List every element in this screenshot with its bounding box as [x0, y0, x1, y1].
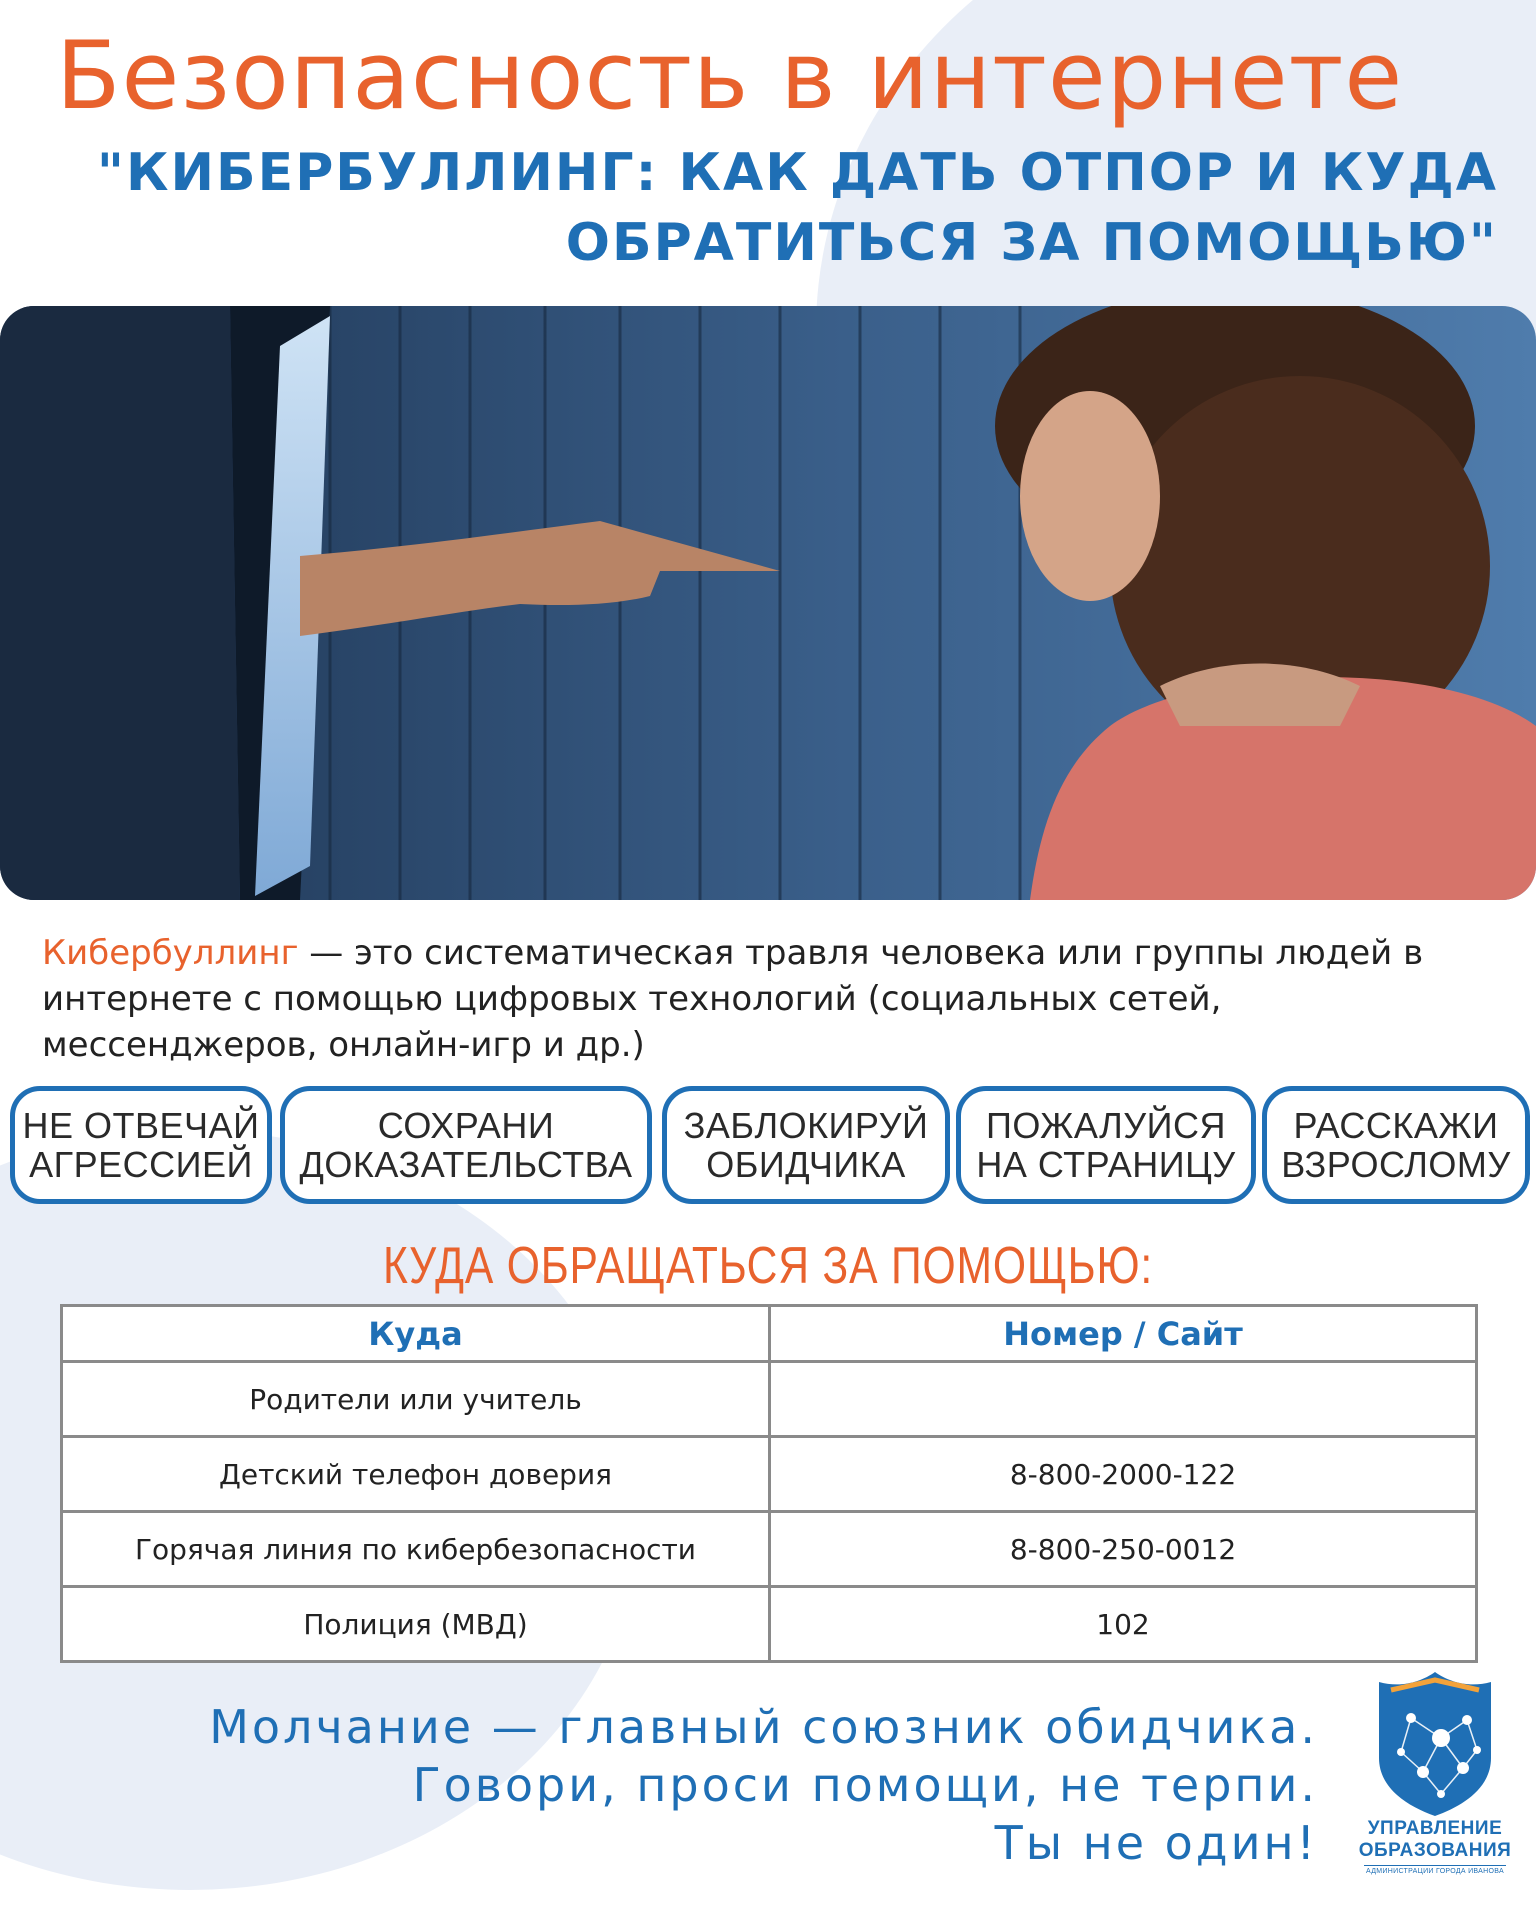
cyberbullying-definition — [42, 930, 1502, 1068]
logo-text-line-3: АДМИНИСТРАЦИИ ГОРОДА ИВАНОВА — [1364, 1865, 1506, 1875]
table-cell-contact: 8-800-250-0012 — [770, 1512, 1477, 1587]
tip-block-abuser — [662, 1086, 950, 1204]
tip-line: СОХРАНИ — [377, 1105, 555, 1146]
page-subtitle — [97, 138, 1498, 278]
closing-slogan — [209, 1698, 1318, 1872]
column-header: Куда — [62, 1306, 770, 1362]
page-title: Безопасность в интернете — [56, 22, 1404, 131]
table-cell-contact — [770, 1362, 1477, 1437]
tip-line: НЕ ОТВЕЧАЙ — [22, 1105, 260, 1146]
tip-line: ПОЖАЛУЙСЯ — [986, 1105, 1226, 1146]
help-section-title: КУДА ОБРАЩАТЬСЯ ЗА ПОМОЩЬЮ: — [382, 1237, 1154, 1295]
table-cell-contact: 8-800-2000-122 — [770, 1437, 1477, 1512]
tip-line: НА СТРАНИЦУ — [976, 1144, 1236, 1185]
table-cell-where: Детский телефон доверия — [62, 1437, 770, 1512]
table-row — [62, 1512, 1477, 1587]
advice-tips — [10, 1086, 1530, 1206]
help-contacts-table — [60, 1304, 1478, 1663]
logo-text-line-2: ОБРАЗОВАНИЯ — [1358, 1840, 1512, 1861]
tip-line: ЗАБЛОКИРУЙ — [683, 1105, 929, 1146]
table-row — [62, 1437, 1477, 1512]
slogan-line-3: Ты не один! — [994, 1816, 1318, 1870]
definition-term: Кибербуллинг — [42, 933, 299, 973]
table-cell-where: Полиция (МВД) — [62, 1587, 770, 1662]
slogan-line-1: Молчание — главный союзник обидчика. — [209, 1700, 1318, 1754]
definition-text: — это систематическая травля человека или группы людей в интернете с помощью цифровых технологий (социальных сетей, мессенджеров, онлайн-игр и др.) — [42, 933, 1424, 1065]
table-row — [62, 1362, 1477, 1437]
tip-tell-adult — [1262, 1086, 1530, 1204]
table-header-row — [62, 1306, 1477, 1362]
logo-text-line-1: УПРАВЛЕНИЕ — [1367, 1818, 1503, 1839]
tip-report-page — [956, 1086, 1256, 1204]
subtitle-line-2: ОБРАТИТЬСЯ ЗА ПОМОЩЬЮ" — [565, 213, 1498, 273]
tip-save-evidence — [280, 1086, 652, 1204]
tip-line: АГРЕССИЕЙ — [29, 1144, 253, 1185]
table-cell-contact: 102 — [770, 1587, 1477, 1662]
tip-line: ОБИДЧИКА — [706, 1144, 906, 1185]
shield-network-icon — [1371, 1668, 1499, 1818]
table-cell-where: Горячая линия по кибербезопасности — [62, 1512, 770, 1587]
column-header: Номер / Сайт — [770, 1306, 1477, 1362]
table-row — [62, 1587, 1477, 1662]
tip-line: ДОКАЗАТЕЛЬСТВА — [299, 1144, 633, 1185]
education-department-logo — [1350, 1668, 1520, 1918]
tip-line: РАССКАЖИ — [1293, 1105, 1499, 1146]
tip-dont-respond — [10, 1086, 272, 1204]
table-cell-where: Родители или учитель — [62, 1362, 770, 1437]
slogan-line-2: Говори, проси помощи, не терпи. — [412, 1758, 1318, 1812]
subtitle-line-1: "КИБЕРБУЛЛИНГ: КАК ДАТЬ ОТПОР И КУДА — [96, 143, 1498, 203]
cyberbullying-photo — [0, 306, 1536, 900]
tip-line: ВЗРОСЛОМУ — [1281, 1144, 1511, 1185]
